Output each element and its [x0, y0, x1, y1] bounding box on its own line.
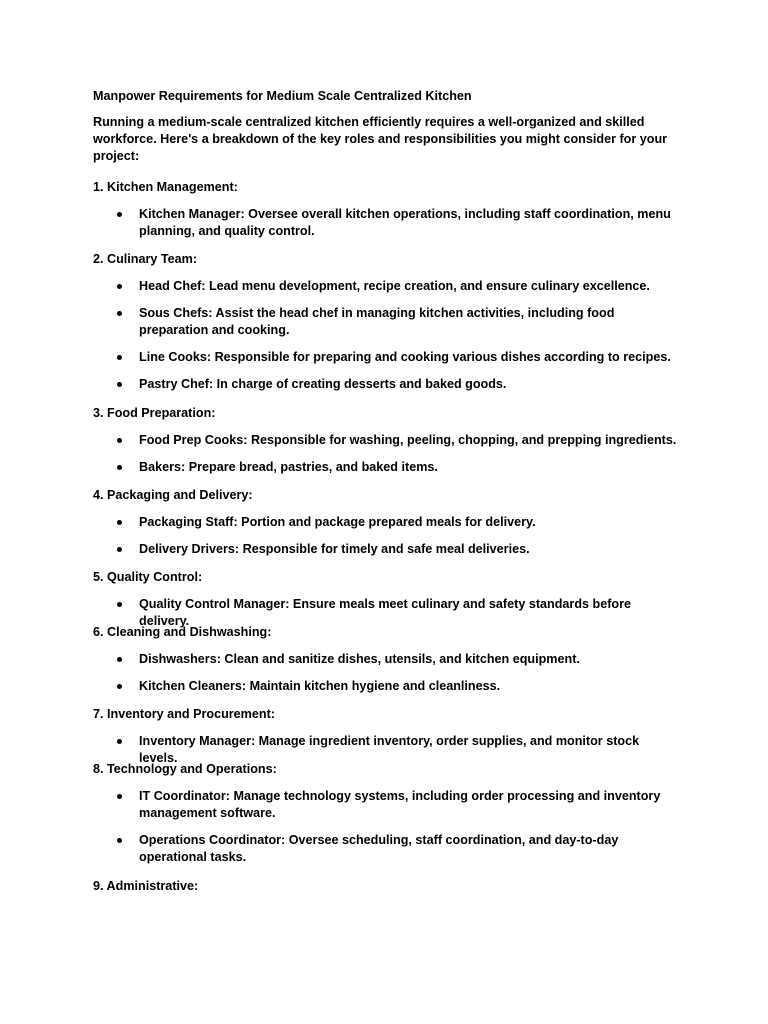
bullet-icon — [117, 382, 122, 387]
section-heading: 4. Packaging and Delivery: — [93, 488, 253, 502]
role-name: Sous Chefs: — [139, 306, 213, 320]
role-name: Operations Coordinator: — [139, 833, 286, 847]
bullet-icon — [117, 657, 122, 662]
role-description: Assist the head chef in managing kitchen activities, including food preparation and cooking. — [139, 306, 615, 337]
role-name: Inventory Manager: — [139, 734, 256, 748]
role-name: Kitchen Manager: — [139, 207, 245, 221]
list-item — [93, 832, 679, 866]
role-description: Responsible for washing, peeling, chopping, and prepping ingredients. — [247, 433, 677, 447]
list-item — [93, 376, 679, 393]
role-name: Bakers: — [139, 460, 186, 474]
bullet-icon — [117, 465, 122, 470]
bullet-list — [93, 651, 693, 695]
role-description: Prepare bread, pastries, and baked items. — [185, 460, 438, 474]
bullet-list — [93, 206, 693, 240]
list-item — [93, 514, 679, 531]
list-item — [93, 651, 679, 668]
bullet-icon — [117, 602, 122, 607]
role-description: Maintain kitchen hygiene and cleanliness. — [246, 679, 501, 693]
role-description: Clean and sanitize dishes, utensils, and kitchen equipment. — [220, 652, 580, 666]
bullet-icon — [117, 794, 122, 799]
role-name: Line Cooks: — [139, 350, 212, 364]
role-description: Oversee overall kitchen operations, including staff coordination, menu planning, and quality control. — [139, 207, 671, 238]
bullet-icon — [117, 355, 122, 360]
role-name: Head Chef: — [139, 279, 206, 293]
bullet-icon — [117, 212, 122, 217]
role-name: Delivery Drivers: — [139, 542, 240, 556]
section-cleaning-dishwashing — [93, 624, 693, 695]
list-item — [93, 278, 679, 295]
section-heading: 9. Administrative: — [93, 879, 199, 893]
section-heading: 6. Cleaning and Dishwashing: — [93, 625, 272, 639]
list-item — [93, 206, 679, 240]
role-description: Oversee scheduling, staff coordination, and day-to-day operational tasks. — [139, 833, 619, 864]
section-packaging-delivery — [93, 487, 693, 558]
role-name: IT Coordinator: — [139, 789, 230, 803]
role-description: Responsible for preparing and cooking various dishes according to recipes. — [211, 350, 671, 364]
section-quality-control — [93, 569, 693, 630]
section-inventory-procurement — [93, 706, 693, 767]
bullet-icon — [117, 547, 122, 552]
bullet-icon — [117, 684, 122, 689]
role-name: Food Prep Cooks: — [139, 433, 248, 447]
intro-paragraph: Running a medium-scale centralized kitchen efficiently requires a well-organized and skilled workforce. Here's a breakdown of the key roles and responsibilities you might consider for your project: — [93, 115, 668, 163]
role-name: Packaging Staff: — [139, 515, 238, 529]
role-description: In charge of creating desserts and baked goods. — [213, 377, 507, 391]
section-heading: 7. Inventory and Procurement: — [93, 707, 275, 721]
role-name: Kitchen Cleaners: — [139, 679, 247, 693]
list-item — [93, 459, 679, 476]
section-heading: 3. Food Preparation: — [93, 406, 216, 420]
bullet-icon — [117, 520, 122, 525]
section-heading: 2. Culinary Team: — [93, 252, 198, 266]
document-title: Manpower Requirements for Medium Scale Centralized Kitchen — [93, 89, 472, 103]
section-heading: 1. Kitchen Management: — [93, 180, 238, 194]
role-name: Pastry Chef: — [139, 377, 214, 391]
bullet-list — [93, 278, 693, 393]
list-item — [93, 432, 679, 449]
role-description: Lead menu development, recipe creation, and ensure culinary excellence. — [205, 279, 650, 293]
bullet-list — [93, 432, 693, 476]
list-item — [93, 541, 679, 558]
list-item — [93, 305, 679, 339]
list-item — [93, 788, 679, 822]
role-name: Quality Control Manager: — [139, 597, 290, 611]
section-heading: 8. Technology and Operations: — [93, 762, 277, 776]
role-description: Responsible for timely and safe meal deliveries. — [239, 542, 530, 556]
bullet-list — [93, 514, 693, 558]
section-administrative — [93, 878, 693, 895]
section-kitchen-management — [93, 179, 693, 240]
role-description: Manage technology systems, including order processing and inventory management software. — [139, 789, 661, 820]
section-culinary-team — [93, 251, 693, 393]
role-description: Manage ingredient inventory, order supplies, and monitor stock levels. — [139, 734, 640, 765]
list-item — [93, 678, 679, 695]
role-name: Dishwashers: — [139, 652, 221, 666]
section-food-preparation — [93, 405, 693, 476]
bullet-icon — [117, 838, 122, 843]
list-item — [93, 349, 679, 366]
bullet-icon — [117, 438, 122, 443]
bullet-icon — [117, 311, 122, 316]
bullet-icon — [117, 739, 122, 744]
role-description: Ensure meals meet culinary and safety standards before delivery. — [139, 597, 631, 628]
section-heading: 5. Quality Control: — [93, 570, 203, 584]
bullet-list — [93, 788, 693, 866]
bullet-icon — [117, 284, 122, 289]
section-technology-operations — [93, 761, 693, 866]
role-description: Portion and package prepared meals for delivery. — [237, 515, 536, 529]
